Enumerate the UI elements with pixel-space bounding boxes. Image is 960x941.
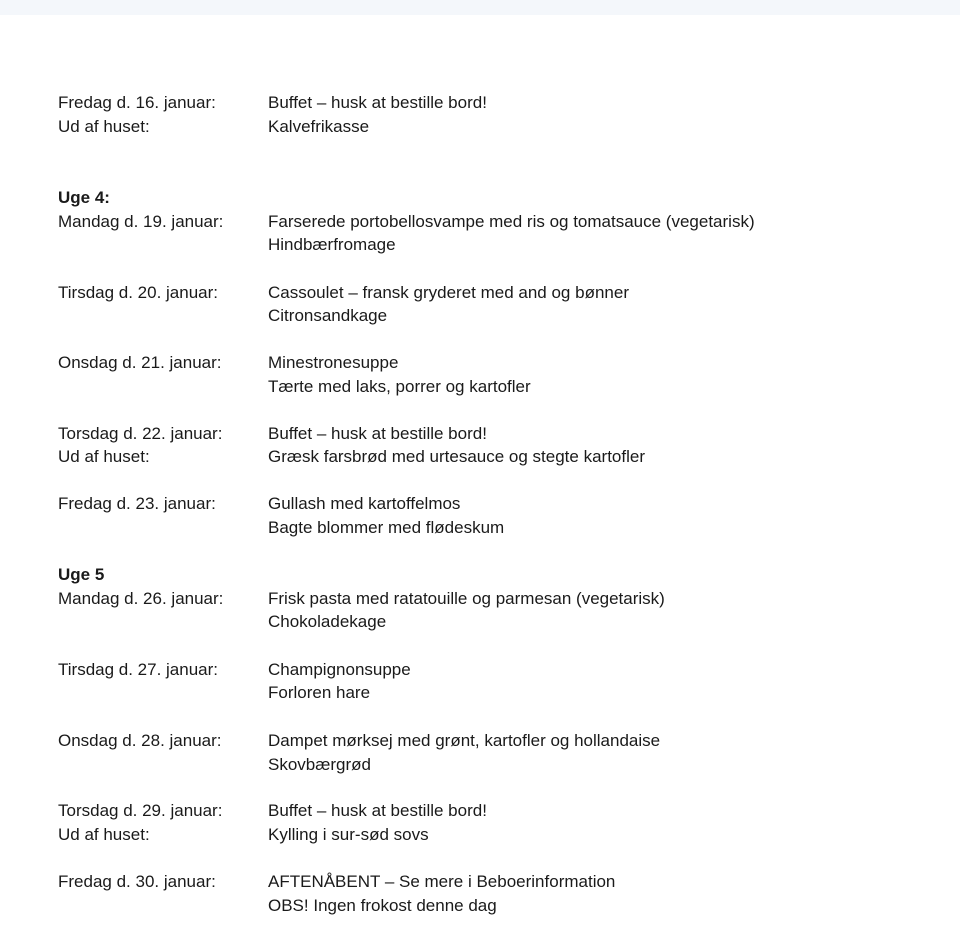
day-label: Onsdag d. 28. januar: [58, 731, 222, 750]
menu-text: Citronsandkage [268, 306, 388, 325]
menu-text: Minestronesuppe [268, 353, 399, 372]
menu-text: Græsk farsbrød med urtesauce og stegte kartofler [268, 447, 645, 466]
day-label: Torsdag d. 29. januar: [58, 801, 223, 820]
day-label: Mandag d. 26. januar: [58, 589, 224, 608]
day-label: Torsdag d. 22. januar: [58, 424, 223, 443]
menu-text: Buffet – husk at bestille bord! [268, 93, 487, 112]
menu-text: Champignonsuppe [268, 660, 411, 679]
menu-text: Hindbærfromage [268, 235, 396, 254]
day-label: Ud af huset: [58, 117, 150, 136]
menu-text: Cassoulet – fransk gryderet med and og bønner [268, 283, 629, 302]
day-label: Fredag d. 30. januar: [58, 872, 216, 891]
day-label: Fredag d. 16. januar: [58, 93, 216, 112]
menu-text: Buffet – husk at bestille bord! [268, 424, 487, 443]
day-label: Tirsdag d. 20. januar: [58, 283, 219, 302]
day-label: Mandag d. 19. januar: [58, 212, 224, 231]
menu-text: Farserede portobellosvampe med ris og tomatsauce (vegetarisk) [268, 212, 755, 231]
menu-text: AFTENÅBENT – Se mere i Beboerinformation [268, 872, 616, 891]
menu-text: OBS! Ingen frokost denne dag [268, 896, 497, 915]
menu-text: Bagte blommer med flødeskum [268, 518, 505, 537]
menu-text: Chokoladekage [268, 612, 387, 631]
menu-text: Dampet mørksej med grønt, kartofler og hollandaise [268, 731, 661, 750]
week-heading: Uge 4: [58, 188, 110, 207]
menu-text: Kylling i sur-sød sovs [268, 825, 429, 844]
menu-text: Forloren hare [268, 683, 371, 702]
day-label: Fredag d. 23. januar: [58, 494, 216, 513]
menu-text: Kalvefrikasse [268, 117, 370, 136]
day-label: Ud af huset: [58, 447, 150, 466]
day-label: Ud af huset: [58, 825, 150, 844]
menu-text: Frisk pasta med ratatouille og parmesan (vegetarisk) [268, 589, 665, 608]
day-label: Tirsdag d. 27. januar: [58, 660, 219, 679]
menu-text: Gullash med kartoffelmos [268, 494, 461, 513]
menu-text: Tærte med laks, porrer og kartofler [268, 377, 531, 396]
menu-text: Skovbærgrød [268, 755, 371, 774]
menu-text: Buffet – husk at bestille bord! [268, 801, 487, 820]
day-label: Onsdag d. 21. januar: [58, 353, 222, 372]
week-heading: Uge 5 [58, 565, 105, 584]
